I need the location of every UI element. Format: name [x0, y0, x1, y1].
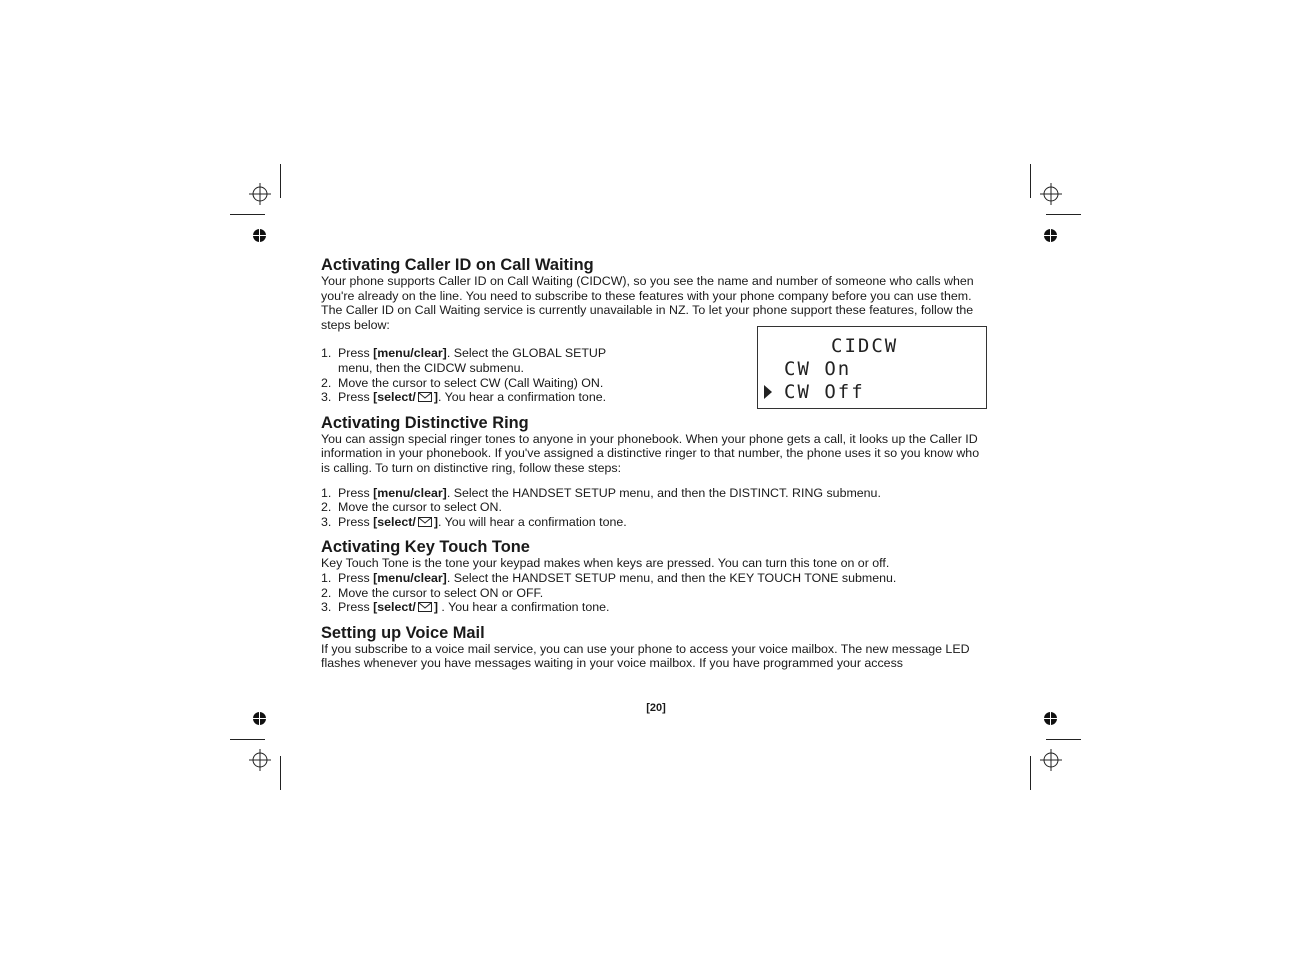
section-title: Activating Key Touch Tone — [321, 538, 530, 557]
steps-list — [321, 486, 987, 530]
section-body: You can assign special ringer tones to anyone in your phonebook. When your phone gets a call, it looks up the Caller ID information in your phonebook. If you've assigned a distinctive ringer to that number, the phone uses it so you know who is calling. To turn on distinctive ring, follow these steps: — [321, 431, 980, 475]
registration-crosshair-icon — [1040, 749, 1062, 771]
lcd-option-off: CW Off — [784, 381, 865, 403]
key-label: [select/ — [373, 514, 416, 529]
registration-crosshair-icon — [249, 749, 271, 771]
section-voice-mail — [321, 624, 987, 671]
section-title: Activating Distinctive Ring — [321, 413, 529, 432]
step-item: 1. Press [menu/clear]. Select the HANDSET SETUP menu, and then the KEY TOUCH TONE submenu. — [321, 570, 897, 585]
key-label: [select/ — [373, 390, 416, 405]
step-item: 2. Move the cursor to select CW (Call Waiting) ON. — [321, 375, 604, 390]
key-label: [menu/clear] — [373, 346, 447, 361]
section-body: Your phone supports Caller ID on Call Waiting (CIDCW), so you see the name and number of someone who calls when you're already on the line. You need to subscribe to these features with your phone company before you can use them. The Caller ID on Call Waiting service is currently unavailable in NZ. To let your phone support these features, follow the steps below: — [321, 274, 974, 332]
section-distinctive-ring — [321, 414, 987, 530]
step-item: 2. Move the cursor to select ON or OFF. — [321, 585, 544, 600]
cursor-arrow-icon — [764, 385, 772, 399]
lcd-title: CIDCW — [831, 335, 899, 357]
section-body: Key Touch Tone is the tone your keypad makes when keys are pressed. You can turn this tone on or off. — [321, 556, 890, 571]
section-title: Setting up Voice Mail — [321, 623, 485, 642]
page-number: [20] — [646, 702, 666, 714]
step-item: 3. Press [select/ ] . You hear a confirmation tone. — [321, 600, 610, 615]
registration-crosshair-icon — [1040, 183, 1062, 205]
step-item: 3. Press [select/ ]. You hear a confirmation tone. — [321, 390, 607, 405]
section-body: If you subscribe to a voice mail service, you can use your phone to access your voice mailbox. The new message LED flashes whenever you have messages waiting in your voice mailbox. If you have programmed your access — [321, 641, 970, 671]
key-label: [select/ — [373, 600, 416, 615]
steps-list — [321, 346, 631, 404]
envelope-icon — [418, 602, 432, 612]
step-item: 3. Press [select/ ]. You will hear a confirmation tone. — [321, 514, 627, 529]
key-label: [menu/clear] — [373, 485, 447, 500]
lcd-display — [757, 326, 987, 409]
step-item: 2. Move the cursor to select ON. — [321, 500, 502, 515]
section-title: Activating Caller ID on Call Waiting — [321, 256, 594, 274]
registration-dot-icon — [1044, 229, 1057, 242]
key-label: [menu/clear] — [373, 570, 447, 585]
envelope-icon — [418, 392, 432, 402]
section-key-touch-tone — [321, 538, 987, 614]
envelope-icon — [418, 517, 432, 527]
registration-crosshair-icon — [249, 183, 271, 205]
page-content — [321, 256, 987, 671]
lcd-option-on: CW On — [784, 358, 852, 380]
step-item: 1. Press [menu/clear]. Select the GLOBAL SETUP menu, then the CIDCW submenu. — [321, 346, 606, 375]
steps-list — [321, 571, 987, 615]
registration-dot-icon — [253, 229, 266, 242]
step-item: 1. Press [menu/clear]. Select the HANDSET SETUP menu, and then the DISTINCT. RING submenu. — [321, 485, 881, 500]
